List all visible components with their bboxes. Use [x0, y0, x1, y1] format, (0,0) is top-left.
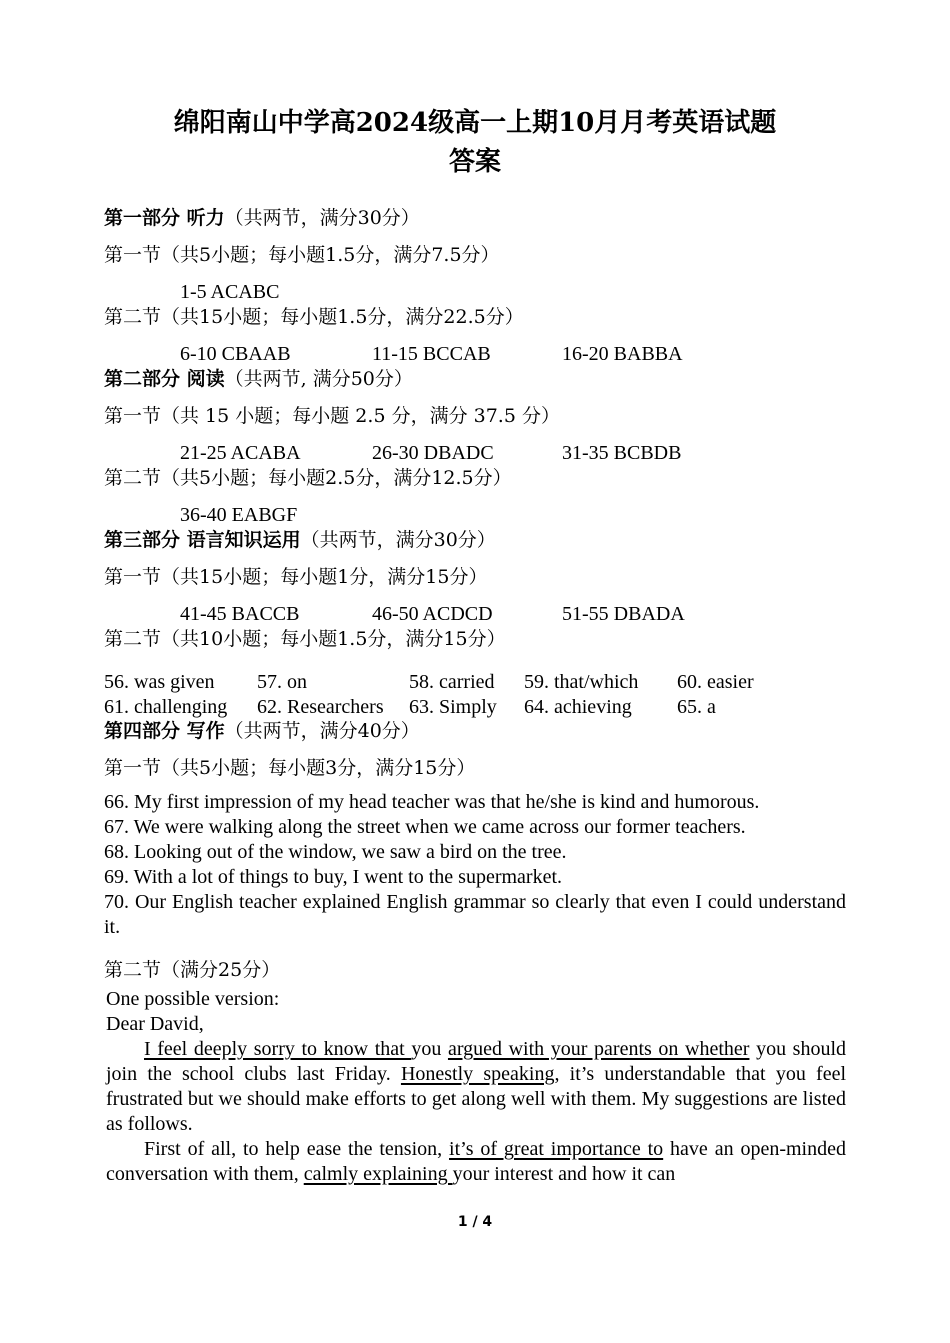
- part4-sec2-heading: 第二节: [104, 959, 162, 981]
- writing-item: 70. Our English teacher explained English grammar so clearly that even I could understand it.: [104, 891, 846, 938]
- part2-sec1-note: （共 15 小题；每小题 2.5 分，满分 37.5 分）: [161, 405, 560, 427]
- answer-group: 16-20 BABBA: [562, 343, 683, 365]
- answer-item: 63. Simply: [409, 696, 497, 718]
- part4-note: （共两节，满分40分）: [224, 720, 420, 742]
- part1-heading: 第一部分 听力: [104, 207, 225, 229]
- letter-intro: One possible version:: [106, 988, 280, 1010]
- answer-group: 1-5 ACABC: [180, 281, 280, 303]
- part2-sec1-line: [104, 404, 560, 428]
- answer-group: 41-45 BACCB: [180, 603, 300, 625]
- letter-text: you should join the school clubs last Friday.: [106, 1038, 847, 1085]
- answer-item: 62. Researchers: [257, 696, 384, 718]
- writing-item: 67. We were walking along the street when we came across our former teachers.: [104, 816, 746, 838]
- part4-heading: 第四部分 写作: [104, 720, 225, 742]
- highlight-phrase: Honestly speaking: [400, 1063, 555, 1085]
- part1-sec2-heading: 第二节: [104, 306, 162, 328]
- letter-greeting: Dear David,: [106, 1013, 204, 1035]
- answer-group: 51-55 DBADA: [562, 603, 685, 625]
- part3-note: （共两节，满分30分）: [300, 529, 496, 551]
- part1-sec1-line: [104, 243, 500, 267]
- part2-sec2-note: （共5小题；每小题2.5分，满分12.5分）: [161, 467, 512, 489]
- part1-heading-line: [104, 206, 420, 230]
- part4-sec2-note: （满分25分）: [161, 959, 281, 981]
- answer-group: 6-10 CBAAB: [180, 343, 291, 365]
- part3-sec1-heading: 第一节: [104, 566, 162, 588]
- answer-group: 21-25 ACABA: [180, 442, 301, 464]
- part2-sec2-line: [104, 466, 512, 490]
- letter-text: you: [411, 1038, 448, 1060]
- letter-text: have an open-minded conversation with them,: [106, 1138, 846, 1185]
- part1-sec1-heading: 第一节: [104, 244, 162, 266]
- part2-sec2-heading: 第二节: [104, 467, 162, 489]
- document-title: 绵阳南山中学高2024级高一上期10月月考英语试题: [173, 108, 777, 138]
- part2-heading-line: [104, 367, 413, 391]
- highlight-phrase: argued with your parents on whether: [447, 1038, 750, 1060]
- answer-item: 60. easier: [677, 671, 754, 693]
- answer-item: 61. challenging: [104, 696, 228, 718]
- part1-sec1-note: （共5小题；每小题1.5分，满分7.5分）: [161, 244, 500, 266]
- sample-letter: [106, 987, 846, 1187]
- part3-heading-line: [104, 528, 496, 552]
- part1-sec2-note: （共15小题；每小题1.5分，满分22.5分）: [161, 306, 524, 328]
- answer-item: 58. carried: [409, 671, 495, 693]
- letter-text: your interest and how it can: [452, 1163, 676, 1185]
- page-number: 1 / 4: [457, 1214, 493, 1230]
- highlight-phrase: calmly explaining: [303, 1163, 453, 1185]
- part1-sec2-line: [104, 305, 524, 329]
- part3-sec2-line: [104, 627, 506, 651]
- letter-paragraph-1: [106, 1037, 846, 1137]
- part4-sec1-items: [104, 790, 846, 940]
- writing-item: 69. With a lot of things to buy, I went to the supermarket.: [104, 866, 563, 888]
- answer-item: 57. on: [257, 671, 307, 693]
- answer-group: 11-15 BCCAB: [372, 343, 491, 365]
- answer-group: 26-30 DBADC: [372, 442, 494, 464]
- part3-heading: 第三部分 语言知识运用: [104, 529, 301, 551]
- answer-item: 56. was given: [104, 671, 215, 693]
- answer-item: 64. achieving: [524, 696, 632, 718]
- letter-text: First of all, to help ease the tension,: [144, 1138, 450, 1160]
- part4-sec2-line: [104, 958, 280, 982]
- answer-item: 65. a: [677, 696, 716, 718]
- part3-sec1-line: [104, 565, 487, 589]
- highlight-phrase: it’s of great importance to: [449, 1138, 664, 1160]
- part1-note: （共两节，满分30分）: [224, 207, 420, 229]
- writing-item: 66. My first impression of my head teacher was that he/she is kind and humorous.: [104, 791, 760, 813]
- answer-group: 46-50 ACDCD: [372, 603, 493, 625]
- part2-note: （共两节, 满分50分）: [224, 368, 413, 390]
- document-subtitle: 答案: [448, 147, 501, 177]
- part4-sec1-heading: 第一节: [104, 757, 162, 779]
- part4-sec1-note: （共5小题；每小题3分，满分15分）: [161, 757, 476, 779]
- part4-heading-line: [104, 719, 420, 743]
- letter-paragraph-2: [106, 1137, 846, 1187]
- writing-item: 68. Looking out of the window, we saw a bird on the tree.: [104, 841, 567, 863]
- part2-sec1-heading: 第一节: [104, 405, 162, 427]
- part3-sec2-note: （共10小题；每小题1.5分，满分15分）: [161, 628, 506, 650]
- highlight-phrase: I feel deeply sorry to know that: [144, 1038, 412, 1060]
- part2-heading: 第二部分 阅读: [104, 368, 225, 390]
- letter-text: , it’s understandable that you feel frustrated but we should make efforts to get along well with them. My suggestions are listed as follows.: [106, 1063, 847, 1135]
- part3-sec1-note: （共15小题；每小题1分，满分15分）: [161, 566, 488, 588]
- part4-sec1-line: [104, 756, 475, 780]
- answer-item: 59. that/which: [524, 671, 639, 693]
- answer-group: 31-35 BCBDB: [562, 442, 682, 464]
- answer-group: 36-40 EABGF: [180, 504, 298, 526]
- part3-sec2-heading: 第二节: [104, 628, 162, 650]
